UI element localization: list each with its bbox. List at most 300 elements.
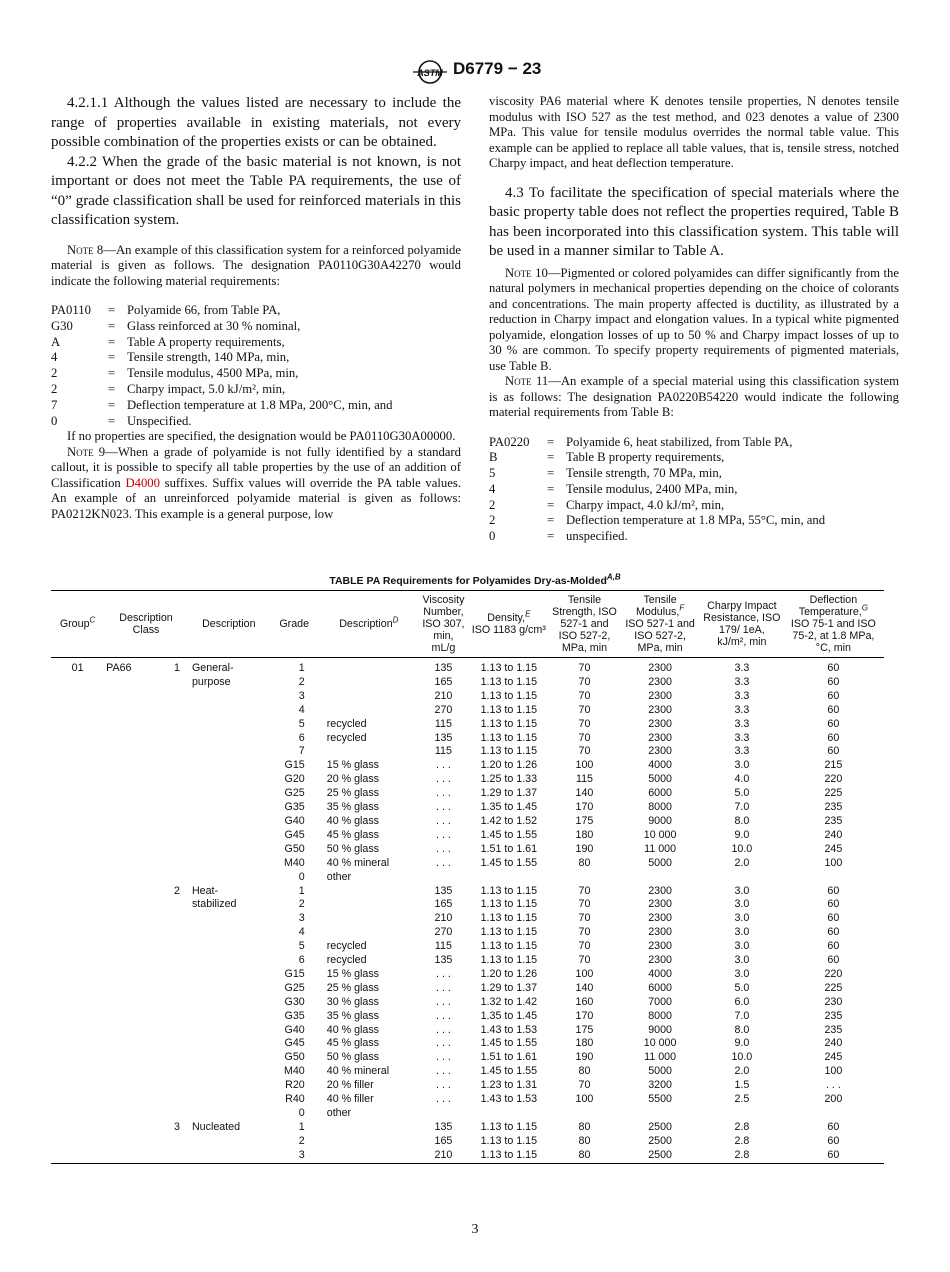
cell-density: 1.13 to 1.15: [480, 703, 538, 716]
cell-grade: 2: [298, 675, 305, 688]
cell-grade-description: [319, 1149, 419, 1163]
cell-tensile-strength: 115: [575, 773, 593, 786]
left-column: [51, 94, 461, 522]
table-row: [51, 718, 884, 732]
cell-charpy: 3.0: [734, 967, 750, 980]
designation-item: [51, 335, 461, 351]
cell-density: 1.29 to 1.37: [480, 787, 538, 800]
cell-class-description: [188, 1135, 270, 1149]
cell-description: [157, 1024, 188, 1038]
cell-grade: 4: [298, 703, 305, 716]
cell-group: [51, 732, 104, 746]
cell-grade: 3: [270, 1149, 319, 1163]
cell-grade-description: 40 % glass: [326, 814, 380, 827]
table-row: [51, 898, 884, 912]
cell-tensile-strength: 140: [575, 787, 594, 800]
cell-density: 1.13 to 1.15: [480, 912, 538, 925]
document-id: D6779 − 23: [453, 59, 542, 78]
header-tensile-modulus: Tensile Modulus,$^F$ ISO 527-1 and ISO 527-2, MPa, min: [619, 591, 701, 658]
cell-charpy: 3.3: [734, 703, 750, 716]
svg-text:ASTM: ASTM: [417, 68, 443, 78]
table-row: [51, 745, 884, 759]
equals-sign: =: [547, 450, 555, 465]
cell-viscosity: . . .: [436, 828, 451, 841]
cell-grade: M40: [283, 1065, 305, 1078]
table-row: [51, 658, 884, 676]
cell-group: [51, 843, 104, 857]
cell-deflection: 60: [827, 703, 840, 716]
cell-description: [157, 843, 188, 857]
cell-group: [51, 801, 104, 815]
header-tensile-strength: Tensile Strength, ISO 527-1 and ISO 527-2, MPa, min: [550, 591, 620, 658]
cell-viscosity: 115: [434, 940, 452, 953]
cell-grade-description: 40 % glass: [326, 1023, 380, 1036]
header-description-d: Description$^D$: [319, 591, 419, 658]
cell-density: 1.13 to 1.15: [480, 731, 538, 744]
cell-class-description: [188, 968, 270, 982]
table-row: [51, 815, 884, 829]
cell-group: [51, 718, 104, 732]
cell-deflection: 60: [827, 954, 840, 967]
header-group: Group$^C$: [51, 591, 104, 658]
table-row: [51, 1149, 884, 1163]
cell-deflection: 225: [824, 787, 843, 800]
cell-class-description: [188, 954, 270, 968]
cell-group: [51, 745, 104, 759]
cell-class-description: [188, 982, 270, 996]
cell-charpy: 3.0: [734, 884, 750, 897]
table-pa: [51, 590, 884, 1164]
cell-grade-description: recycled: [326, 954, 367, 967]
designation-code: 0: [489, 529, 496, 544]
cell-grade: 5: [298, 717, 305, 730]
cell-tensile-modulus: 7000: [648, 995, 672, 1008]
cell-group: [51, 773, 104, 787]
cell-viscosity: . . .: [436, 842, 451, 855]
cell-description: [157, 690, 188, 704]
designation-meaning: Deflection temperature at 1.8 MPa, 55°C, min, and: [566, 513, 826, 528]
cell-charpy: 4.0: [734, 773, 750, 786]
cell-tensile-strength: 170: [575, 801, 594, 814]
cell-class-code: [104, 801, 157, 815]
cell-tensile-modulus: 10 000: [643, 828, 677, 841]
cell-class-code: [104, 732, 157, 746]
cell-tensile-modulus: 5000: [648, 1065, 672, 1078]
cell-grade-description: 25 % glass: [326, 787, 380, 800]
cell-class-description: [188, 871, 270, 885]
cell-density: [468, 871, 550, 885]
designation-item: [51, 319, 461, 335]
cell-class-code: [104, 898, 157, 912]
cell-tensile-modulus: 10 000: [643, 1037, 677, 1050]
table-row: [51, 982, 884, 996]
cell-density: 1.13 to 1.15: [480, 689, 538, 702]
cell-class-code: [104, 843, 157, 857]
cell-charpy: 8.0: [734, 814, 750, 827]
cell-tensile-modulus: 2300: [648, 884, 672, 897]
cell-tensile-strength: 70: [578, 884, 591, 897]
cell-deflection: 220: [824, 773, 843, 786]
cell-tensile-strength: 70: [578, 1079, 591, 1092]
designation-code: 4: [489, 481, 496, 496]
header-density: Density,$^E$ ISO 1183 g/cm³: [468, 591, 550, 658]
cell-tensile-strength: [550, 1107, 620, 1121]
cell-viscosity: . . .: [436, 981, 451, 994]
table-row: [51, 1024, 884, 1038]
cell-density: 1.13 to 1.15: [468, 1149, 550, 1163]
cell-grade: 1: [298, 662, 305, 674]
cell-class-description: General-: [191, 662, 234, 674]
cell-tensile-strength: 70: [578, 912, 591, 925]
cell-charpy: 2.8: [701, 1149, 783, 1163]
cell-viscosity: 135: [434, 884, 453, 897]
cell-group: [51, 1037, 104, 1051]
cell-description: [157, 898, 188, 912]
cell-density: 1.45 to 1.55: [480, 828, 538, 841]
note-text: 9—When a grade of polyamide is not fully identified by a standard callout, it is possible to specify all table properties by the use of an addition of Classification: [51, 444, 461, 490]
cell-deflection: 60: [827, 731, 840, 744]
cell-grade: G40: [284, 814, 305, 827]
cell-class-description: [188, 1149, 270, 1163]
cell-viscosity: . . .: [436, 967, 451, 980]
cell-grade: 4: [298, 926, 305, 939]
cell-group: [51, 912, 104, 926]
designation-meaning: Unspecified.: [127, 413, 192, 428]
table-row: [51, 704, 884, 718]
cell-class-description: [188, 1024, 270, 1038]
cell-viscosity: 115: [434, 745, 452, 758]
cell-description: [157, 954, 188, 968]
cell-grade: 0: [298, 1107, 305, 1119]
table-row: [51, 996, 884, 1010]
cell-class-code: [104, 996, 157, 1010]
d4000-link[interactable]: D4000: [125, 475, 160, 490]
cell-tensile-modulus: 8000: [648, 801, 672, 814]
cell-charpy: 10.0: [731, 1051, 753, 1064]
cell-charpy: 3.0: [734, 954, 750, 967]
cell-class-code: [104, 815, 157, 829]
note-10: [489, 266, 899, 375]
designation-item: [489, 450, 899, 466]
cell-group: [51, 857, 104, 871]
cell-density: 1.13 to 1.15: [480, 1120, 538, 1133]
cell-tensile-modulus: 2300: [648, 703, 672, 716]
cell-description: [157, 718, 188, 732]
cell-viscosity: . . .: [436, 801, 451, 814]
cell-charpy: 2.0: [734, 856, 750, 869]
cell-charpy: 2.0: [734, 1065, 750, 1078]
cell-deflection: 100: [824, 856, 843, 869]
header-grade: Grade: [270, 591, 319, 658]
cell-tensile-modulus: 2300: [648, 745, 672, 758]
cell-tensile-strength: 70: [578, 954, 591, 967]
cell-grade: G45: [284, 1037, 305, 1050]
cell-tensile-modulus: 3200: [648, 1079, 672, 1092]
cell-deflection: 60: [827, 689, 840, 702]
cell-description: [157, 940, 188, 954]
cell-grade-description: 40 % filler: [326, 1093, 374, 1106]
cell-grade: G35: [284, 1009, 305, 1022]
cell-viscosity: . . .: [436, 1009, 451, 1022]
cell-description: [157, 1010, 188, 1024]
note-9: [51, 445, 461, 523]
cell-class-description: [188, 1065, 270, 1079]
cell-grade: R40: [285, 1093, 305, 1106]
cell-group: [51, 926, 104, 940]
cell-group: [51, 759, 104, 773]
cell-class-description: Nucleated: [191, 1120, 241, 1133]
table-row: [51, 843, 884, 857]
header-description-class: Description Class: [104, 591, 188, 658]
cell-deflection: 60: [827, 745, 840, 758]
cell-grade: 6: [298, 954, 305, 967]
cell-group: [51, 968, 104, 982]
cell-deflection: 235: [824, 814, 843, 827]
cell-density: 1.13 to 1.15: [480, 675, 538, 688]
cell-tensile-modulus: 2300: [648, 912, 672, 925]
cell-class-description: [188, 787, 270, 801]
cell-deflection: 60: [827, 912, 840, 925]
cell-description: [157, 1051, 188, 1065]
cell-class-description: [188, 926, 270, 940]
cell-description: [157, 1149, 188, 1163]
cell-charpy: 3.3: [734, 717, 750, 730]
cell-tensile-strength: 70: [578, 675, 591, 688]
designation-code: A: [51, 334, 61, 349]
cell-grade: G25: [284, 981, 305, 994]
cell-density: 1.43 to 1.53: [480, 1023, 538, 1036]
cell-density: 1.13 to 1.15: [480, 884, 538, 897]
designation-code: 2: [489, 497, 496, 512]
table-row: [51, 1010, 884, 1024]
designation-meaning: Deflection temperature at 1.8 MPa, 200°C, min, and: [127, 397, 393, 412]
cell-tensile-strength: 80: [578, 1120, 591, 1133]
cell-tensile-modulus: 2300: [648, 731, 672, 744]
cell-viscosity: . . .: [436, 995, 451, 1008]
cell-charpy: 3.0: [734, 898, 750, 911]
cell-class-description: Heat-: [191, 884, 219, 897]
cell-group: [51, 1093, 104, 1107]
cell-charpy: 8.0: [734, 1023, 750, 1036]
designation-item: [51, 303, 461, 319]
cell-class-code: [104, 829, 157, 843]
cell-tensile-modulus: 4000: [648, 759, 672, 772]
cell-density: 1.13 to 1.15: [480, 745, 538, 758]
cell-tensile-strength: 70: [578, 926, 591, 939]
cell-density: 1.13 to 1.15: [480, 717, 538, 730]
cell-group: [51, 1121, 104, 1135]
designation-meaning: Tensile strength, 70 MPa, min,: [566, 466, 722, 481]
cell-description: [157, 1065, 188, 1079]
cell-grade-description: 20 % glass: [326, 773, 380, 786]
cell-description: [157, 801, 188, 815]
cell-class-code: [104, 1149, 157, 1163]
designation-meaning: Tensile strength, 140 MPa, min,: [127, 350, 290, 365]
cell-tensile-strength: 70: [578, 745, 591, 758]
designation-list-right: [489, 435, 899, 546]
designation-meaning: Polyamide 66, from Table PA,: [127, 303, 281, 317]
cell-density: 1.45 to 1.55: [480, 856, 538, 869]
cell-deflection: 240: [824, 828, 843, 841]
right-column: [489, 94, 899, 545]
table-row: [51, 1037, 884, 1051]
cell-tensile-modulus: 9000: [648, 814, 672, 827]
cell-charpy: 3.3: [734, 662, 750, 674]
cell-tensile-strength: 80: [578, 1134, 591, 1147]
cell-viscosity: 270: [434, 926, 453, 939]
cell-density: 1.35 to 1.45: [480, 1009, 538, 1022]
cell-class-code: [104, 1079, 157, 1093]
designation-item: [489, 498, 899, 514]
cell-class-code: [104, 1121, 157, 1135]
cell-grade: 3: [298, 689, 305, 702]
cell-group: [51, 815, 104, 829]
cell-group: [51, 898, 104, 912]
cell-density: 1.13 to 1.15: [480, 1134, 538, 1147]
table-row: [51, 926, 884, 940]
cell-tensile-strength: 80: [550, 1149, 620, 1163]
cell-grade: G45: [284, 828, 305, 841]
cell-class-code: [104, 982, 157, 996]
cell-grade-description: 30 % glass: [326, 995, 380, 1008]
cell-tensile-modulus: 2300: [648, 954, 672, 967]
note-8-conclusion: If no properties are specified, the designation would be PA0110G30A00000.: [67, 429, 456, 444]
cell-class-code: [104, 885, 157, 899]
cell-class-description: [188, 1010, 270, 1024]
cell-tensile-strength: 180: [575, 828, 594, 841]
cell-tensile-modulus: 5000: [648, 856, 672, 869]
cell-tensile-strength: 190: [575, 1051, 594, 1064]
cell-class-code: [104, 745, 157, 759]
cell-deflection: 60: [827, 898, 840, 911]
cell-tensile-modulus: 2300: [648, 689, 672, 702]
cell-grade: G30: [284, 995, 305, 1008]
designation-meaning: Tensile modulus, 2400 MPa, min,: [566, 481, 738, 496]
cell-charpy: 2.8: [734, 1120, 750, 1133]
cell-class-description: [188, 1093, 270, 1107]
designation-code: PA0220: [489, 434, 530, 449]
equals-sign: =: [108, 366, 116, 381]
cell-grade-description: 50 % glass: [326, 1051, 380, 1064]
cell-viscosity: [419, 871, 468, 885]
header-charpy: Charpy Impact Resistance, ISO 179/ 1eA, kJ/m², min: [701, 591, 783, 658]
table-row: [51, 1065, 884, 1079]
designation-item: [489, 435, 899, 451]
cell-class-code: [104, 1010, 157, 1024]
cell-viscosity: . . .: [436, 759, 451, 772]
cell-tensile-modulus: 2300: [648, 662, 672, 674]
cell-deflection: . . .: [825, 1079, 841, 1092]
cell-viscosity: . . .: [436, 1079, 451, 1092]
designation-meaning: Table B property requirements,: [566, 450, 725, 465]
cell-description: [157, 1135, 188, 1149]
cell-charpy: 9.0: [734, 1037, 750, 1050]
cell-viscosity: 135: [434, 1120, 453, 1133]
cell-group: [51, 787, 104, 801]
cell-deflection: 215: [824, 759, 843, 772]
cell-tensile-modulus: 4000: [648, 967, 672, 980]
cell-class-code: [104, 704, 157, 718]
cell-deflection: 245: [824, 842, 843, 855]
cell-class-code: [104, 1107, 157, 1121]
table-row: [51, 857, 884, 871]
table-row: [51, 801, 884, 815]
equals-sign: =: [108, 350, 116, 365]
cell-group: [51, 1010, 104, 1024]
cell-deflection: [783, 871, 884, 885]
cell-grade-description: recycled: [326, 717, 367, 730]
cell-class-code: [104, 787, 157, 801]
cell-grade: G35: [284, 801, 305, 814]
cell-tensile-strength: 70: [578, 717, 591, 730]
cell-tensile-modulus: 2500: [648, 1120, 672, 1133]
designation-code: 4: [51, 350, 58, 365]
cell-density: 1.20 to 1.26: [480, 759, 538, 772]
designation-code: 0: [51, 413, 58, 428]
cell-tensile-modulus: [619, 1107, 701, 1121]
table-row: [51, 676, 884, 690]
note-label: Note: [67, 444, 94, 459]
cell-description: [157, 1037, 188, 1051]
cell-grade-description: [319, 898, 419, 912]
cell-grade-description: [319, 704, 419, 718]
paragraph-4-2-2: 4.2.2 When the grade of the basic material is not known, is not important or does not meet the Table PA requirements, the use of “0” grade classification shall be used for reinforced materials in this classification system.: [51, 153, 461, 228]
cell-group: [51, 676, 104, 690]
cell-group: [51, 829, 104, 843]
table-row: [51, 759, 884, 773]
equals-sign: =: [547, 529, 555, 544]
cell-group: [51, 1079, 104, 1093]
cell-grade-description: [319, 745, 419, 759]
cell-class-description: [188, 1107, 270, 1121]
cell-description: [157, 815, 188, 829]
cell-group: [51, 1051, 104, 1065]
cell-class-description: [188, 1079, 270, 1093]
cell-class-code: [104, 954, 157, 968]
cell-viscosity: . . .: [436, 773, 451, 786]
cell-viscosity: 165: [434, 675, 453, 688]
equals-sign: =: [108, 381, 116, 396]
cell-group: [51, 1107, 104, 1121]
table-row: [51, 885, 884, 899]
cell-class-description: purpose: [191, 675, 231, 688]
cell-group: [51, 1065, 104, 1079]
cell-tensile-modulus: 5000: [648, 773, 672, 786]
cell-grade: 2: [298, 1134, 305, 1147]
cell-class-code: [104, 1093, 157, 1107]
cell-deflection: [783, 1107, 884, 1121]
equals-sign: =: [108, 318, 116, 333]
cell-grade: G15: [284, 967, 305, 980]
cell-group: [51, 885, 104, 899]
cell-group: [51, 690, 104, 704]
cell-tensile-modulus: 2300: [648, 898, 672, 911]
cell-class-code: [104, 857, 157, 871]
cell-density: 1.32 to 1.42: [480, 995, 538, 1008]
cell-deflection: 60: [783, 1149, 884, 1163]
cell-density: 1.51 to 1.61: [480, 1051, 538, 1064]
cell-class-code: [104, 690, 157, 704]
cell-grade-description: 40 % mineral: [326, 1065, 390, 1078]
cell-grade: 3: [298, 912, 305, 925]
cell-description: [157, 912, 188, 926]
cell-grade-description: 35 % glass: [326, 1009, 380, 1022]
designation-meaning: Table A property requirements,: [127, 334, 285, 349]
designation-code: 2: [489, 513, 496, 528]
cell-deflection: 245: [824, 1051, 843, 1064]
table-row: [51, 1135, 884, 1149]
cell-density: 1.13 to 1.15: [480, 954, 538, 967]
